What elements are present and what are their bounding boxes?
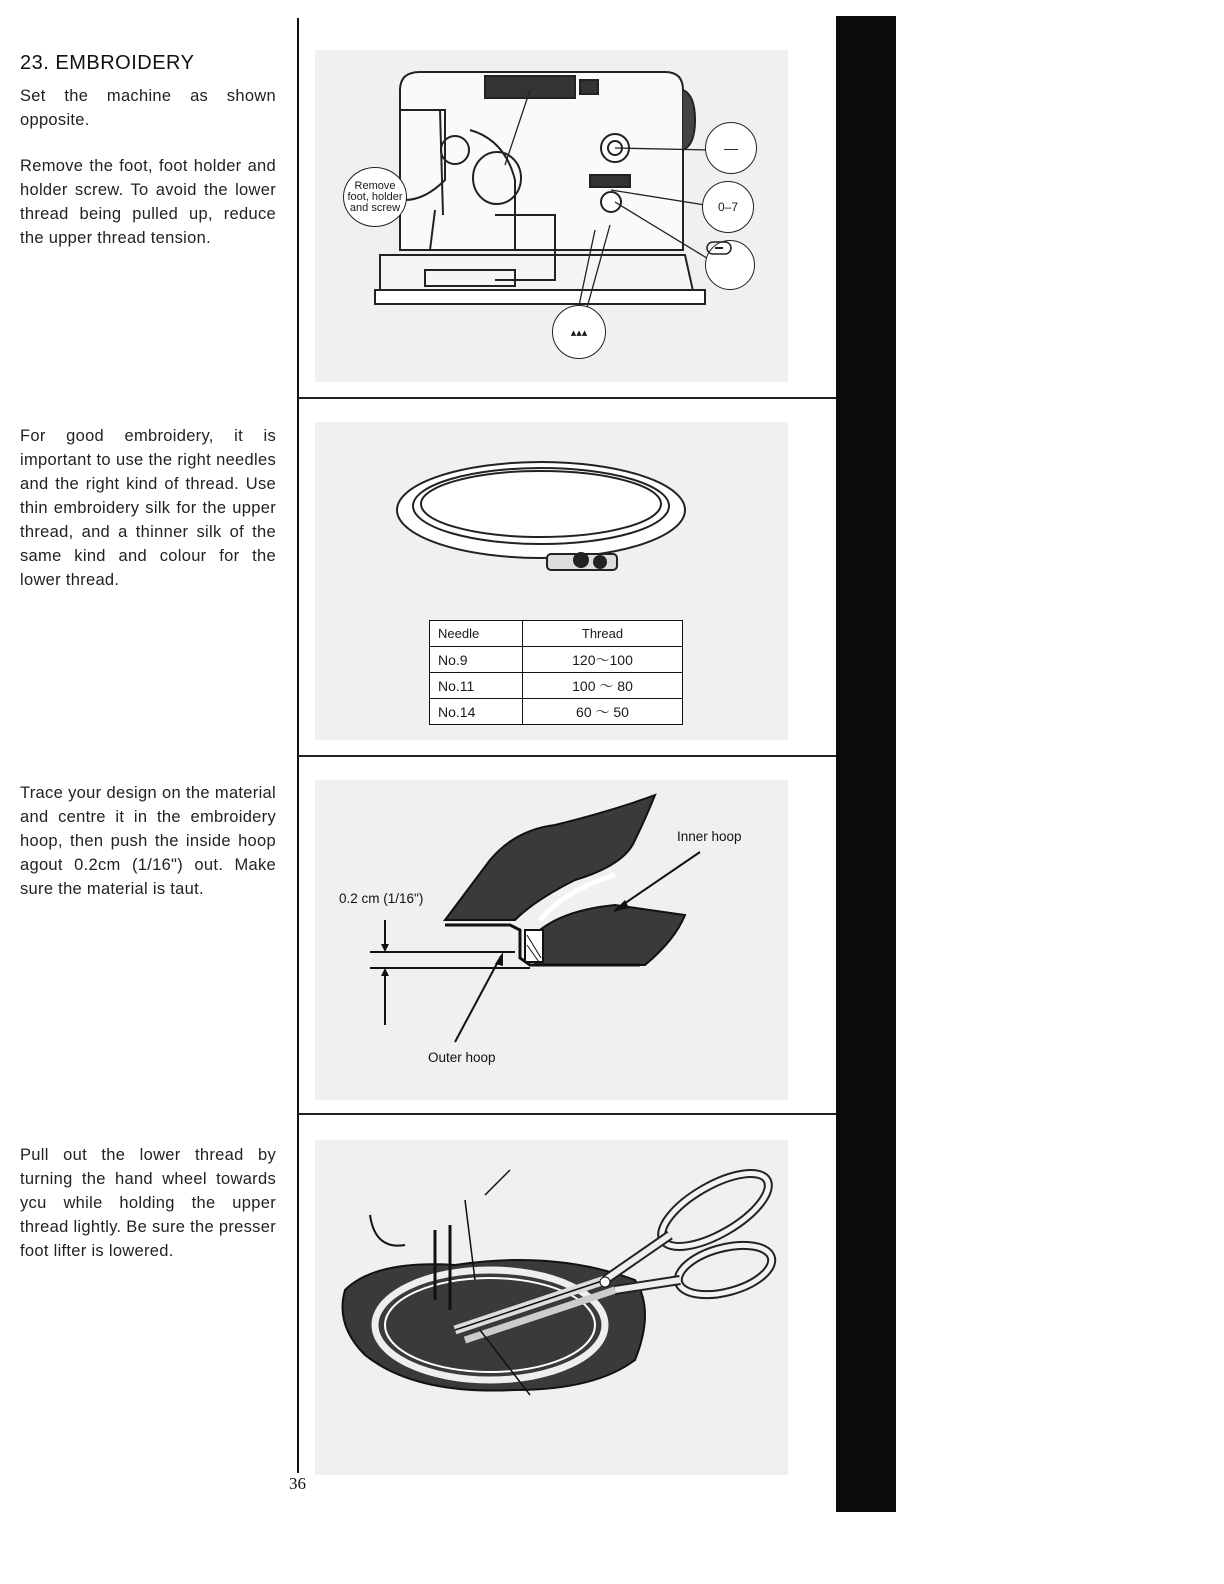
paragraph-pull-thread: Pull out the lower thread by turning the hand wheel towards ycu while holding the upper thread lightly. Be sure the presser foot lifter is lowered. [20,1146,276,1260]
table-row [430,699,683,725]
table-header-needle: Needle [430,621,523,647]
page-number: 36 [289,1474,306,1493]
label-outer-hoop: Outer hoop [428,1050,496,1065]
table-cell-needle: No.9 [430,647,523,673]
figure-machine-setup [315,50,788,382]
page-edge-bar [836,16,896,1512]
table-cell-thread: 100 ～ 80 [523,673,683,699]
table-row [430,673,683,699]
callout-stitch-width: — [705,122,757,174]
buttonhole-icon [706,241,732,255]
remove-foot-note: Remove foot, holder and screw [343,167,407,227]
table-header-row [430,621,683,647]
paragraph-needles-thread: For good embroidery, it is important to use the right needles and the right kind of thread. Use thin embroidery silk for the upper thread, and a thinner silk of the same kind and colour for the lower thread. [20,427,276,589]
table-cell-thread: 120～100 [523,647,683,673]
section-heading: 23. EMBROIDERY [20,52,195,74]
hoop-cross-section-illustration [315,780,788,1100]
paragraph-trace-design: Trace your design on the material and centre it in the embroidery hoop, then push the inside hoop agout 0.2cm (1/16") out. Make sure the material is taut. [20,784,276,898]
callout-buttonhole-icon [705,240,755,290]
figure-cut-thread [315,1140,788,1475]
section-divider-3 [298,1113,836,1115]
needle-thread-table [429,620,683,725]
callout-feed-dog: ▴▴▴ [552,305,606,359]
paragraph-set-machine: Set the machine as shown opposite. [20,87,276,129]
column-divider [297,18,299,1473]
table-header-thread: Thread [523,621,683,647]
label-inner-hoop: Inner hoop [677,829,742,844]
table-row [430,647,683,673]
table-cell-needle: No.11 [430,673,523,699]
figure-hoop-table [315,422,788,740]
label-hoop-offset: 0.2 cm (1/16") [339,891,424,906]
scissors-hoop-illustration [315,1140,788,1475]
section-divider-2 [298,755,836,757]
figure-hoop-section [315,780,788,1100]
table-cell-thread: 60 ～ 50 [523,699,683,725]
section-divider-1 [298,397,836,399]
callout-stitch-range: 0–7 [702,181,754,233]
paragraph-remove-foot: Remove the foot, foot holder and holder screw. To avoid the lower thread being pulled up, reduce the upper thread tension. [20,157,276,247]
table-cell-needle: No.14 [430,699,523,725]
